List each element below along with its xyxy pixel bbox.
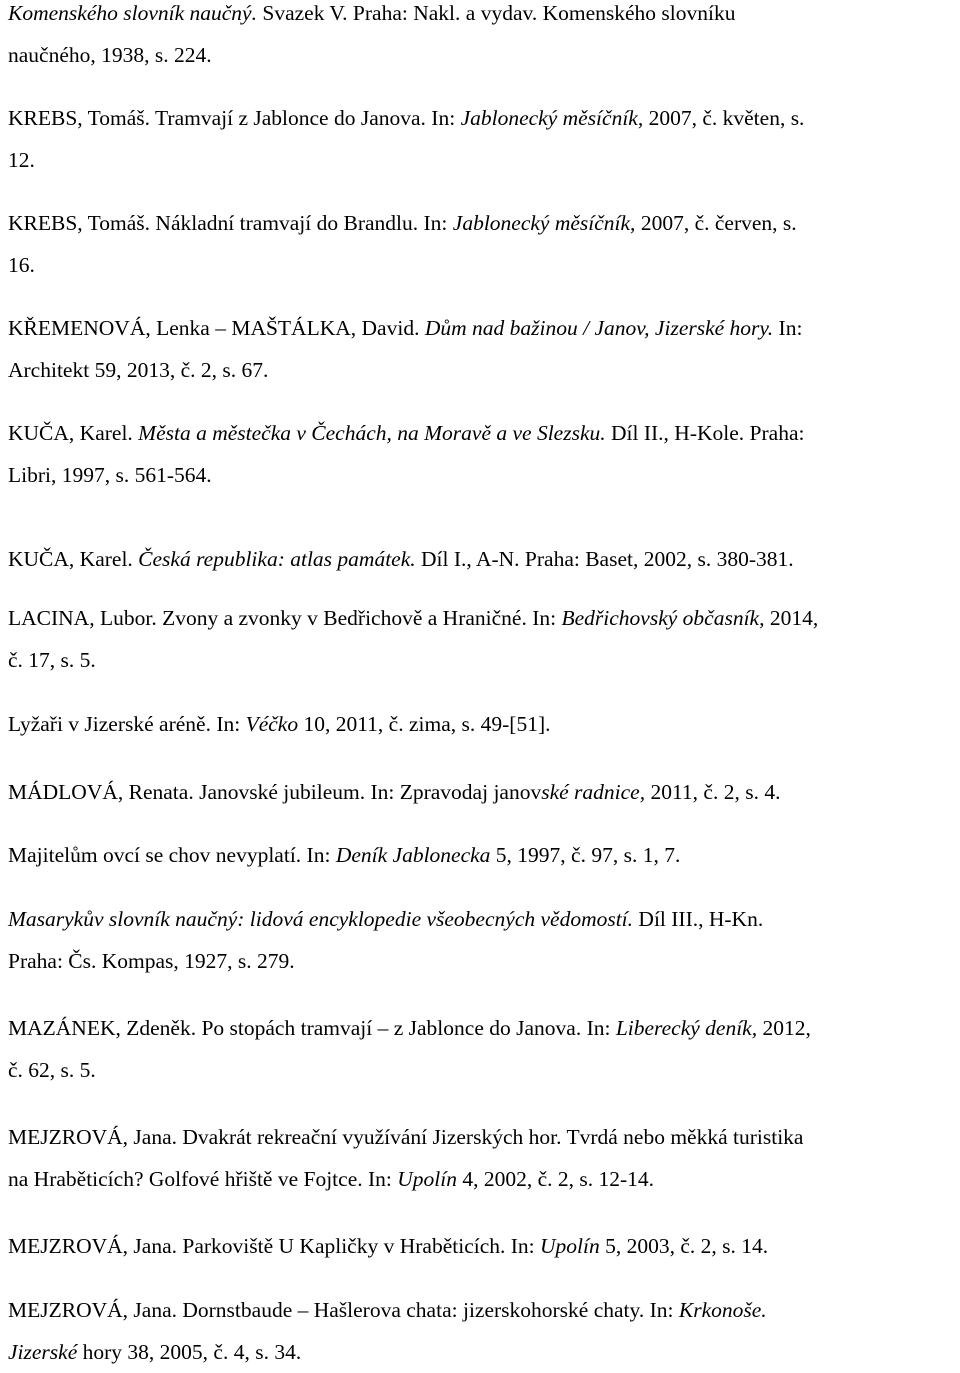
entry-text: Praha: Čs. Kompas, 1927, s. 279. [8, 949, 295, 973]
entry-text: hory 38, 2005, č. 4, s. 34. [77, 1340, 302, 1364]
entry-line [8, 1225, 953, 1267]
entry-line [8, 1116, 953, 1158]
entry-text: č. 17, s. 5. [8, 648, 96, 672]
entry-line [8, 1049, 953, 1091]
bibliography-entry [8, 771, 953, 813]
entry-text: naučného, 1938, s. 224. [8, 43, 212, 67]
entry-line [8, 34, 953, 76]
entry-text: 2011, č. 2, s. 4. [645, 780, 781, 804]
entry-text: In: [773, 316, 803, 340]
italic-text: Deník Jablonecka [335, 843, 491, 867]
entry-text: 10, 2011, č. zima, s. 49-[51]. [298, 712, 551, 736]
italic-text: Jablonecký měsíčník, [460, 106, 644, 130]
entry-text: Díl I., A-N. Praha: Baset, 2002, s. 380-381. [415, 547, 794, 571]
entry-line [8, 940, 953, 982]
bibliography-entry [8, 307, 953, 391]
entry-line [8, 454, 953, 496]
entry-text: Díl II., H-Kole. Praha: [605, 421, 805, 445]
bibliography-entry [8, 597, 953, 681]
entry-text: č. 62, s. 5. [8, 1058, 96, 1082]
entry-line [8, 244, 953, 286]
entry-line [8, 1158, 953, 1200]
entry-text: MEJZROVÁ, Jana. Parkoviště U Kapličky v Hraběticích. In: [8, 1234, 541, 1258]
entry-text: MEJZROVÁ, Jana. Dvakrát rekreační využívání Jizerských hor. Tvrdá nebo měkká turistika [8, 1125, 804, 1149]
entry-text: 4, 2002, č. 2, s. 12-14. [456, 1167, 655, 1191]
entry-line [8, 898, 953, 940]
entry-text: Díl III., H-Kn. [633, 907, 764, 931]
italic-text: Véčko [245, 712, 299, 736]
bibliography-entry [8, 538, 953, 580]
entry-text: MEJZROVÁ, Jana. Dornstbaude – Hašlerova chata: jizerskohorské chaty. In: [8, 1298, 679, 1322]
entry-text: 5, 2003, č. 2, s. 14. [599, 1234, 769, 1258]
entry-text: 2012, [757, 1016, 811, 1040]
bibliography-entry [8, 898, 953, 982]
italic-text: Jizerské [8, 1340, 78, 1364]
italic-text: Krkonoše. [678, 1298, 767, 1322]
italic-text: Upolín [397, 1167, 457, 1191]
bibliography-entry [8, 1289, 953, 1373]
italic-text: Česká republika: atlas památek. [138, 547, 416, 571]
entry-line [8, 412, 953, 454]
bibliography-entry [8, 0, 953, 76]
entry-line [8, 597, 953, 639]
entry-line [8, 538, 953, 580]
entry-line [8, 834, 953, 876]
entry-line [8, 1289, 953, 1331]
entry-line [8, 139, 953, 181]
italic-text: Liberecký deník, [615, 1016, 758, 1040]
italic-text: Bedřichovský občasník, [561, 606, 765, 630]
entry-text: 2007, č. červen, s. [635, 211, 797, 235]
bibliography-entry [8, 412, 953, 496]
entry-text: MÁDLOVÁ, Renata. Janovské jubileum. In: Zpravodaj janov [8, 780, 542, 804]
entry-text: Lyžaři v Jizerské aréně. In: [8, 712, 246, 736]
entry-text: LACINA, Lubor. Zvony a zvonky v Bedřichově a Hraničné. In: [8, 606, 562, 630]
entry-line [8, 1331, 953, 1373]
entry-text: Svazek V. Praha: Nakl. a vydav. Komenského slovníku [256, 1, 736, 25]
entry-text: KUČA, Karel. [8, 547, 139, 571]
entry-text: 5, 1997, č. 97, s. 1, 7. [490, 843, 681, 867]
entry-text: KREBS, Tomáš. Nákladní tramvají do Brandlu. In: [8, 211, 453, 235]
entry-line [8, 639, 953, 681]
entry-line [8, 0, 953, 34]
italic-text: Města a městečka v Čechách, na Moravě a ve Slezsku. [138, 421, 606, 445]
italic-text: Masarykův slovník naučný: lidová encyklopedie všeobecných vědomostí. [8, 907, 634, 931]
italic-text: Jablonecký měsíčník, [452, 211, 636, 235]
bibliography-entry [8, 703, 953, 745]
entry-text: Majitelům ovcí se chov nevyplatí. In: [8, 843, 336, 867]
bibliography-entry [8, 1007, 953, 1091]
entry-line [8, 202, 953, 244]
entry-text: 12. [8, 148, 35, 172]
entry-text: MAZÁNEK, Zdeněk. Po stopách tramvají – z Jablonce do Janova. In: [8, 1016, 616, 1040]
entry-line [8, 349, 953, 391]
italic-text: Upolín [540, 1234, 600, 1258]
entry-text: na Hraběticích? Golfové hřiště ve Fojtce. In: [8, 1167, 398, 1191]
entry-text: 16. [8, 253, 35, 277]
entry-line [8, 703, 953, 745]
entry-text: Libri, 1997, s. 561-564. [8, 463, 212, 487]
entry-text: 2007, č. květen, s. [643, 106, 805, 130]
italic-text: Komenského slovník naučný. [8, 1, 257, 25]
entry-text: KUČA, Karel. [8, 421, 139, 445]
entry-text: Architekt 59, 2013, č. 2, s. 67. [8, 358, 269, 382]
entry-line [8, 307, 953, 349]
entry-text: KREBS, Tomáš. Tramvají z Jablonce do Janova. In: [8, 106, 461, 130]
entry-line [8, 1007, 953, 1049]
italic-text: Dům nad bažinou / Janov, Jizerské hory. [424, 316, 774, 340]
entry-line [8, 771, 953, 813]
entry-text: KŘEMENOVÁ, Lenka – MAŠTÁLKA, David. [8, 316, 425, 340]
bibliography-entry [8, 1225, 953, 1267]
italic-text: ské radnice, [541, 780, 646, 804]
entry-text: 2014, [764, 606, 819, 630]
bibliography-entry [8, 97, 953, 181]
entry-line [8, 97, 953, 139]
bibliography-entry [8, 202, 953, 286]
bibliography-entry [8, 1116, 953, 1200]
bibliography-entry [8, 834, 953, 876]
